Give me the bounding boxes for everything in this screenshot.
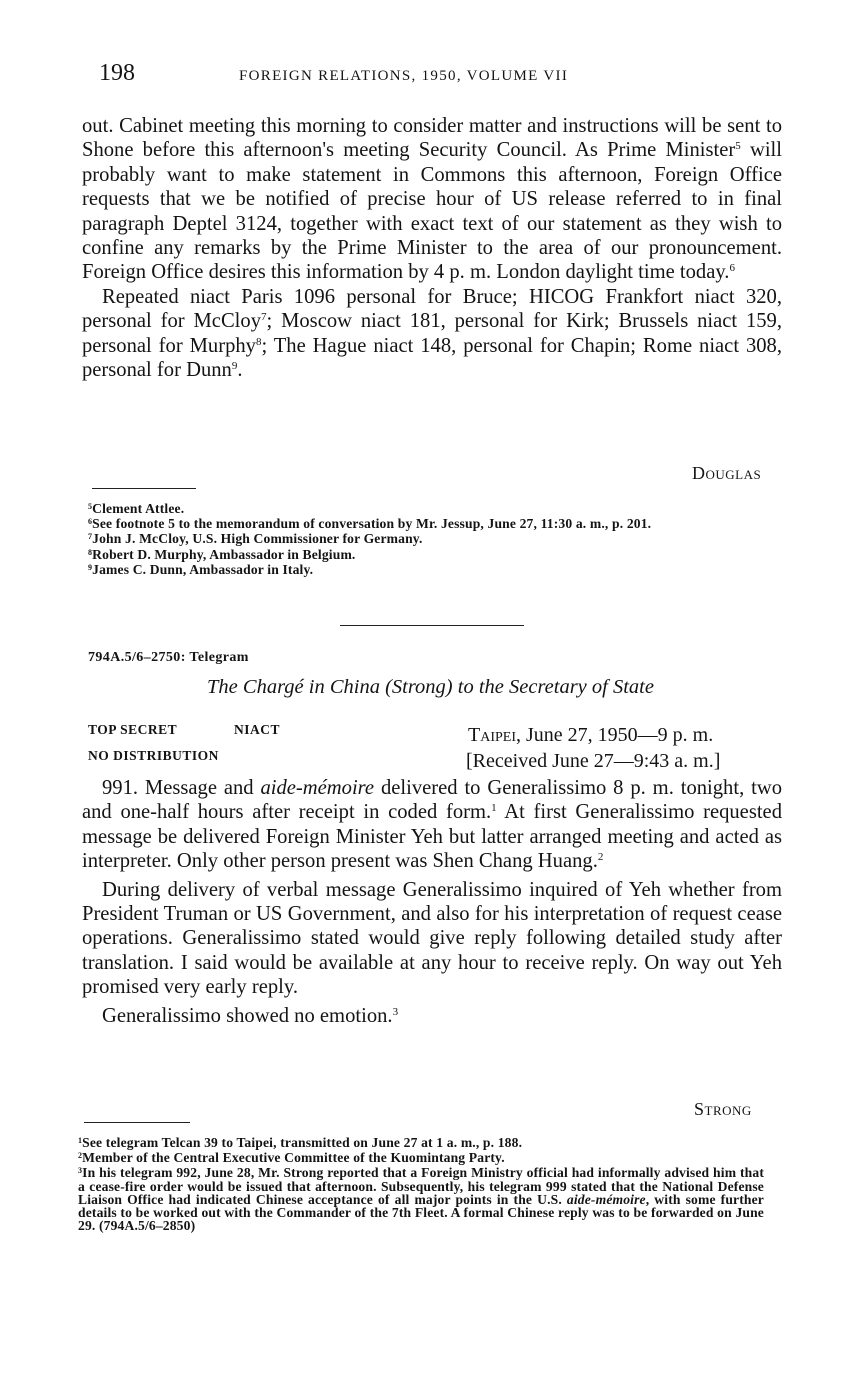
footnote: $^6$See footnote 5 to the memorandum of conversation by Mr. Jessup, June 27, 11:30 a. m., p. 201. bbox=[88, 516, 652, 532]
footnote-ref: 6 bbox=[729, 262, 735, 275]
paragraph: Repeated niact Paris 1096 personal for Bruce; HICOG Frankfort niact 320, personal for McCloy$^7$; Moscow niact 181, personal for Kirk; Brussels niact 159, personal for Murphy$^8$; The Hague niact 148, personal for Chapin; Rome niact 308, personal for Dunn$^9$. bbox=[82, 285, 783, 382]
footnote: $^5$Clement Attlee. bbox=[88, 501, 185, 516]
footnote: $^2$Member of the Central Executive Committee of the Kuomintang Party. bbox=[78, 1150, 505, 1166]
footnote-ref: 7 bbox=[261, 311, 267, 324]
footnote-ref: 1 bbox=[491, 802, 497, 815]
footnote-ref: 2 bbox=[597, 851, 604, 864]
footnote: $^7$John J. McCloy, U.S. High Commissioner for Germany. bbox=[88, 531, 423, 547]
footnote-ref: 5 bbox=[735, 140, 741, 153]
paragraph: Generalissimo showed no emotion.$^3$ bbox=[102, 1004, 399, 1027]
footnotes-bottom bbox=[78, 1134, 764, 1232]
footnote: $^8$Robert D. Murphy, Ambassador in Belgium. bbox=[88, 546, 356, 562]
telegram-title: The Chargé in China (Strong) to the Secretary of State bbox=[207, 676, 654, 698]
signature-douglas: Douglas bbox=[692, 463, 762, 483]
dateline-date: , June 27, 1950—9 p. m. bbox=[516, 724, 714, 746]
precedence: NIACT bbox=[234, 722, 281, 737]
paragraph: During delivery of verbal message Generalissimo inquired of Yeh whether from President Truman or US Government, and also for his interpretation of request cease operations. Generalissimo stated would give reply following detailed study after translation. I said would be available at any hour to receive reply. On way out Yeh promised very early reply. bbox=[82, 878, 782, 999]
page-number: 198 bbox=[99, 60, 135, 86]
classification: TOP SECRET bbox=[88, 722, 178, 737]
footnote-ref: 3 bbox=[392, 1005, 399, 1018]
footnote: $^3$In his telegram 992, June 28, Mr. Strong reported that a Foreign Ministry official had informally advised him that a cease-fire order would be issued that afternoon. Subsequently, his telegram 999 stated that the National Defense Liaison Office had indicated Chinese acceptance of all major points in the U.S. aide-mémoire, with some further details to be worked out with the Commander of the 7th Fleet. A formal Chinese reply was to be forwarded on June 29. (794A.5/6–2850) bbox=[78, 1165, 764, 1234]
signature-strong: Strong bbox=[694, 1099, 752, 1119]
dateline bbox=[468, 724, 713, 747]
footnote-ref: 9 bbox=[231, 360, 238, 373]
dateline-place: Taipei bbox=[468, 724, 516, 746]
section-divider bbox=[340, 625, 524, 626]
footnote: $^9$James C. Dunn, Ambassador in Italy. bbox=[88, 561, 314, 577]
footnote-ref: 8 bbox=[255, 335, 262, 348]
telegram-body bbox=[82, 776, 782, 1028]
received-line: [Received June 27—9:43 a. m.] bbox=[466, 750, 721, 772]
paragraph: out. Cabinet meeting this morning to consider matter and instructions will be sent to Shone before this afternoon's meeting Security Council. As Prime Minister$^5$ will probably want to make statement in Commons this afternoon, Foreign Office requests that we be notified of precise hour of US release referred to in final paragraph Deptel 3124, together with exact text of our statement as they wish to confine any remarks by the Prime Minister to the area of our pronouncement. Foreign Office desires this information by 4 p. m. London daylight time today.$^6$ bbox=[82, 115, 782, 284]
distribution: NO DISTRIBUTION bbox=[88, 748, 219, 763]
footnote: $^1$See telegram Telcan 39 to Taipei, transmitted on June 27 at 1 a. m., p. 188. bbox=[78, 1135, 523, 1150]
footnote-divider bbox=[84, 1122, 190, 1123]
page-header bbox=[99, 60, 789, 90]
footnote-divider bbox=[92, 488, 196, 489]
document-id: 794A.5/6–2750: Telegram bbox=[88, 650, 249, 665]
running-title: FOREIGN RELATIONS, 1950, VOLUME VII bbox=[239, 68, 569, 84]
continued-telegram-text bbox=[82, 114, 782, 382]
footnotes-top bbox=[88, 500, 778, 576]
paragraph: 991. Message and aide-mémoire delivered to Generalissimo 8 p. m. tonight, two and one-half hours after receipt in coded form.$^1$ At first Generalissimo requested message be delivered Foreign Minister Yeh but latter arranged meeting and acted as interpreter. Only other person present was Shen Chang Huang.$^2$ bbox=[82, 777, 782, 873]
